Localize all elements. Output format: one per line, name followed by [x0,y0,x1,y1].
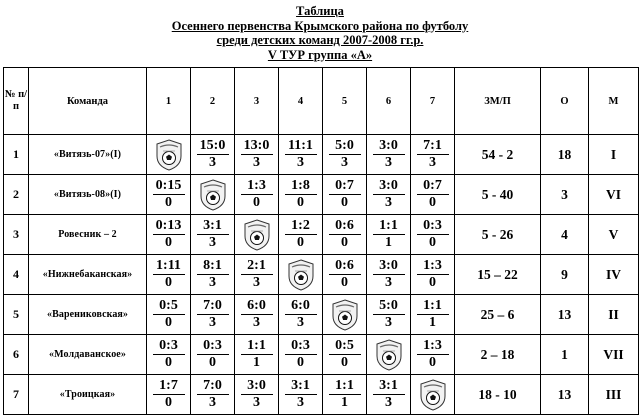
match-points: 0 [341,355,348,370]
match-result [411,258,454,291]
match-score: 5:0 [329,138,361,155]
match-result [147,378,190,411]
match-points: 3 [297,155,304,170]
match-points: 3 [209,315,216,330]
goals-for-against: 25 – 6 [455,295,541,335]
match-points: 1 [341,395,348,410]
match-points: 3 [253,155,260,170]
team-name: «Троицкая» [29,375,147,415]
match-result [235,338,278,371]
match-score: 0:5 [329,338,361,355]
match-result [279,378,322,411]
row-number: 3 [4,215,29,255]
match-result [279,178,322,211]
match-result-cell [191,375,235,415]
match-points: 3 [385,275,392,290]
match-score: 0:5 [153,298,185,315]
match-points: 3 [253,315,260,330]
match-result-cell [367,175,411,215]
col-header-round-6: 6 [367,68,411,135]
match-result-cell [411,175,455,215]
match-result-cell [323,375,367,415]
match-result-cell [147,215,191,255]
match-points: 0 [297,235,304,250]
team-name: «Молдаванское» [29,335,147,375]
match-points: 1 [429,315,436,330]
match-result-cell [323,255,367,295]
match-points: 3 [209,275,216,290]
match-score: 0:3 [417,218,449,235]
match-points: 3 [385,315,392,330]
match-score: 3:1 [373,378,405,395]
match-result-cell [279,175,323,215]
match-score: 0:3 [197,338,229,355]
match-result-cell [411,135,455,175]
final-place: VII [589,335,639,375]
table-row [4,175,639,215]
total-points: 4 [541,215,589,255]
match-points: 3 [429,155,436,170]
final-place: VI [589,175,639,215]
match-score: 1:3 [417,338,449,355]
match-result [367,178,410,211]
match-result [279,338,322,371]
match-result [191,338,234,371]
final-place: I [589,135,639,175]
match-points: 0 [297,195,304,210]
match-result-cell [191,255,235,295]
soccer-emblem-icon [374,338,404,372]
heading-round: V ТУР группа «А» [267,47,373,62]
match-score: 0:3 [285,338,317,355]
heading-title: Таблица [296,4,344,18]
match-result-cell [147,375,191,415]
match-points: 3 [253,275,260,290]
diagonal-emblem-cell [279,255,323,295]
match-result [323,178,366,211]
total-points: 13 [541,375,589,415]
match-points: 3 [297,315,304,330]
diagonal-emblem-cell [411,375,455,415]
standings-table [3,67,639,415]
match-points: 0 [429,195,436,210]
total-points: 18 [541,135,589,175]
match-points: 3 [385,395,392,410]
match-points: 0 [429,235,436,250]
goals-for-against: 2 – 18 [455,335,541,375]
col-header-round-3: 3 [235,68,279,135]
match-result [323,218,366,251]
match-result-cell [147,175,191,215]
total-points: 3 [541,175,589,215]
match-result-cell [367,255,411,295]
match-points: 0 [429,355,436,370]
match-score: 1:1 [241,338,273,355]
goals-for-against: 15 – 22 [455,255,541,295]
match-score: 3:1 [197,218,229,235]
match-score: 3:0 [373,178,405,195]
match-points: 1 [385,235,392,250]
match-points: 3 [341,155,348,170]
row-number: 2 [4,175,29,215]
table-heading [0,4,640,62]
match-result-cell [191,295,235,335]
match-result-cell [367,215,411,255]
match-result-cell [279,135,323,175]
match-result-cell [411,295,455,335]
match-result-cell [367,375,411,415]
match-result-cell [279,295,323,335]
match-result [323,378,366,411]
col-header-round-2: 2 [191,68,235,135]
match-score: 0:6 [329,258,361,275]
final-place: II [589,295,639,335]
diagonal-emblem-cell [235,215,279,255]
match-result-cell [235,255,279,295]
match-score: 3:0 [373,138,405,155]
soccer-emblem-icon [286,258,316,292]
match-points: 0 [165,355,172,370]
match-result-cell [191,135,235,175]
col-header-goals: ЗМ/П [455,68,541,135]
match-score: 0:7 [417,178,449,195]
match-result [367,138,410,171]
soccer-emblem-icon [418,378,448,412]
row-number: 6 [4,335,29,375]
team-name: «Варениковская» [29,295,147,335]
header-row [4,68,639,135]
match-points: 1 [253,355,260,370]
match-result [147,258,190,291]
match-score: 2:1 [241,258,273,275]
match-score: 1:8 [285,178,317,195]
match-result [411,178,454,211]
col-header-round-4: 4 [279,68,323,135]
heading-competition: Осеннего первенства Крымского района по футболу [171,18,469,33]
match-result [147,338,190,371]
row-number: 7 [4,375,29,415]
match-score: 0:6 [329,218,361,235]
final-place: V [589,215,639,255]
match-result-cell [235,295,279,335]
match-score: 1:11 [153,258,185,275]
match-points: 3 [385,155,392,170]
match-result [235,138,278,171]
match-score: 0:7 [329,178,361,195]
match-score: 7:0 [197,298,229,315]
match-result-cell [235,375,279,415]
diagonal-emblem-cell [323,295,367,335]
match-points: 3 [209,155,216,170]
match-score: 0:3 [153,338,185,355]
match-result [191,258,234,291]
match-result [367,218,410,251]
match-score: 15:0 [197,138,229,155]
match-result-cell [367,135,411,175]
match-score: 0:15 [153,178,185,195]
match-score: 11:1 [285,138,317,155]
match-result-cell [367,295,411,335]
match-points: 0 [297,355,304,370]
match-result-cell [235,335,279,375]
total-points: 13 [541,295,589,335]
soccer-emblem-icon [198,178,228,212]
match-result [235,298,278,331]
final-place: IV [589,255,639,295]
col-header-place: М [589,68,639,135]
match-result [147,178,190,211]
match-result [191,378,234,411]
goals-for-against: 5 - 26 [455,215,541,255]
total-points: 1 [541,335,589,375]
match-result [367,258,410,291]
match-result [411,338,454,371]
match-result [235,178,278,211]
match-result-cell [147,295,191,335]
match-score: 0:13 [153,218,185,235]
goals-for-against: 5 - 40 [455,175,541,215]
match-score: 7:1 [417,138,449,155]
match-score: 6:0 [241,298,273,315]
match-score: 3:0 [241,378,273,395]
match-score: 3:0 [373,258,405,275]
match-score: 3:1 [285,378,317,395]
table-row [4,375,639,415]
table-row [4,215,639,255]
match-result [191,218,234,251]
match-score: 8:1 [197,258,229,275]
match-points: 0 [165,195,172,210]
match-points: 0 [341,195,348,210]
match-points: 0 [209,355,216,370]
match-result-cell [279,375,323,415]
match-result-cell [191,335,235,375]
col-header-round-1: 1 [147,68,191,135]
table-row [4,255,639,295]
match-points: 0 [165,315,172,330]
row-number: 1 [4,135,29,175]
match-result [323,338,366,371]
match-result-cell [279,215,323,255]
match-points: 3 [209,235,216,250]
match-points: 0 [165,235,172,250]
match-points: 0 [165,395,172,410]
match-score: 1:1 [373,218,405,235]
match-result [367,298,410,331]
match-result [235,378,278,411]
total-points: 9 [541,255,589,295]
match-result [279,218,322,251]
table-row [4,295,639,335]
match-result [279,138,322,171]
diagonal-emblem-cell [147,135,191,175]
team-name: «Витязь-07»(I) [29,135,147,175]
match-points: 0 [253,195,260,210]
match-result-cell [323,215,367,255]
match-result-cell [279,335,323,375]
match-points: 3 [253,395,260,410]
table-row [4,135,639,175]
match-score: 1:2 [285,218,317,235]
match-score: 1:3 [417,258,449,275]
match-result [191,298,234,331]
match-result-cell [323,135,367,175]
match-score: 1:7 [153,378,185,395]
final-place: III [589,375,639,415]
match-points: 0 [341,235,348,250]
match-score: 6:0 [285,298,317,315]
match-score: 13:0 [241,138,273,155]
team-name: «Нижнебаканская» [29,255,147,295]
match-result-cell [411,255,455,295]
match-result [235,258,278,291]
diagonal-emblem-cell [191,175,235,215]
match-points: 3 [385,195,392,210]
match-score: 1:1 [329,378,361,395]
match-result [191,138,234,171]
match-points: 3 [297,395,304,410]
table-row [4,335,639,375]
match-result [279,298,322,331]
match-result-cell [235,135,279,175]
match-result-cell [323,175,367,215]
match-points: 0 [165,275,172,290]
col-header-num: № п/ п [4,68,29,135]
match-result [147,218,190,251]
soccer-emblem-icon [330,298,360,332]
match-result [411,298,454,331]
goals-for-against: 18 - 10 [455,375,541,415]
match-points: 0 [429,275,436,290]
row-number: 4 [4,255,29,295]
diagonal-emblem-cell [367,335,411,375]
soccer-emblem-icon [154,138,184,172]
match-result-cell [191,215,235,255]
col-header-round-5: 5 [323,68,367,135]
match-result-cell [147,255,191,295]
match-result [411,218,454,251]
match-score: 5:0 [373,298,405,315]
col-header-team: Команда [29,68,147,135]
match-result [367,378,410,411]
match-result [323,138,366,171]
team-name: Ровесник – 2 [29,215,147,255]
match-result [411,138,454,171]
match-result-cell [411,215,455,255]
heading-age-group: среди детских команд 2007-2008 гг.р. [216,33,424,47]
row-number: 5 [4,295,29,335]
col-header-round-7: 7 [411,68,455,135]
team-name: «Витязь-08»(I) [29,175,147,215]
match-result [323,258,366,291]
match-result-cell [235,175,279,215]
match-points: 0 [341,275,348,290]
match-score: 7:0 [197,378,229,395]
match-result-cell [323,335,367,375]
col-header-points: О [541,68,589,135]
match-points: 3 [209,395,216,410]
match-result-cell [411,335,455,375]
soccer-emblem-icon [242,218,272,252]
match-result-cell [147,335,191,375]
match-score: 1:1 [417,298,449,315]
goals-for-against: 54 - 2 [455,135,541,175]
match-score: 1:3 [241,178,273,195]
match-result [147,298,190,331]
